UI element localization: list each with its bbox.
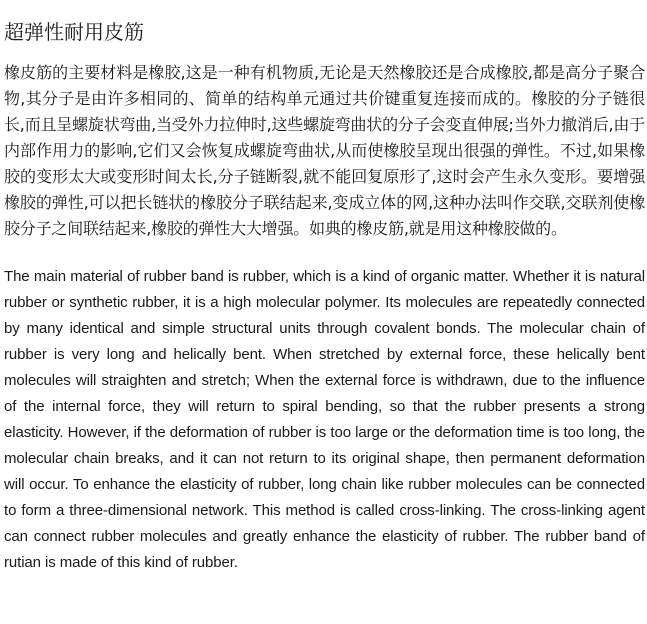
product-description bbox=[4, 0, 645, 576]
description-english: The main material of rubber band is rubber, which is a kind of organic matter. Whether it is natural rubber or synthetic rubber, it is a high molecular polymer. Its molecules are repeatedly connected by many identical and simple structural units through covalent bonds. The molecular chain of rubber is very long and helically bent. When stretched by external force, these helically bent molecules will straighten and stretch; When the external force is withdrawn, due to the influence of the internal force, they will return to spiral bending, so that the rubber presents a strong elasticity. However, if the deformation of rubber is too large or the deformation time is too long, the molecular chain breaks, and it can not return to its original shape, then permanent deformation will occur. To enhance the elasticity of rubber, long chain like rubber molecules can be connected to form a three-dimensional network. This method is called cross-linking. The cross-linking agent can connect rubber molecules and greatly enhance the elasticity of rubber. The rubber band of rutian is made of this kind of rubber. bbox=[4, 268, 645, 571]
description-chinese: 橡皮筋的主要材料是橡胶,这是一种有机物质,无论是天然橡胶还是合成橡胶,都是高分子聚合物,其分子是由许多相同的、简单的结构单元通过共价键重复连接而成的。橡胶的分子链很长,而且呈螺旋状弯曲,当受外力拉伸时,这些螺旋弯曲状的分子会变直伸展;当外力撤消后,由于内部作用力的影响,它们又会恢复成螺旋弯曲状,从而使橡胶呈现出很强的弹性。不过,如果橡胶的变形太大或变形时间太长,分子链断裂,就不能回复原形了,这时会产生永久变形。要增强橡胶的弹性,可以把长链状的橡胶分子联结起来,变成立体的网,这种办法叫作交联,交联剂使橡胶分子之间联结起来,橡胶的弹性大大增强。如典的橡皮筋,就是用这种橡胶做的。 bbox=[4, 63, 645, 238]
page-title: 超弹性耐用皮筋 bbox=[4, 20, 144, 44]
